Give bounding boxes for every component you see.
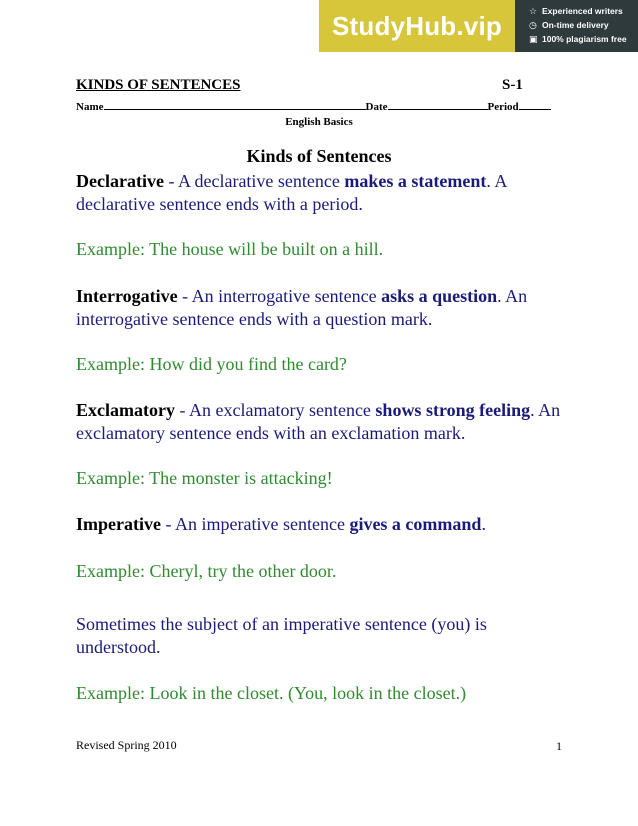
imperative-example: Example: Cheryl, try the other door. — [76, 561, 337, 581]
page-number: 1 — [556, 739, 562, 753]
term-label: Interrogative — [76, 286, 178, 306]
name-date-period-line — [76, 100, 551, 113]
studyhub-banner[interactable] — [319, 0, 638, 52]
date-label: Date — [365, 101, 388, 113]
revision-note: Revised Spring 2010 — [76, 738, 177, 752]
clock-icon: ◷ — [529, 19, 537, 30]
term-label: Declarative — [76, 171, 164, 191]
feature-label: 100% plagiarism free — [542, 34, 627, 44]
interrogative-example: Example: How did you find the card? — [76, 354, 347, 374]
name-label: Name — [76, 101, 104, 113]
date-blank[interactable] — [388, 100, 488, 110]
feature-experienced-writers — [529, 4, 638, 18]
period-label: Period — [487, 101, 519, 113]
imperative-example-2: Example: Look in the closet. (You, look in the closet.) — [76, 683, 467, 703]
key-phrase: makes a statement — [344, 171, 487, 191]
term-label: Exclamatory — [76, 400, 175, 420]
banner-features — [515, 0, 638, 52]
name-blank[interactable] — [104, 100, 366, 110]
key-phrase: shows strong feeling — [375, 400, 531, 420]
declarative-example: Example: The house will be built on a hill. — [76, 239, 384, 259]
key-phrase: asks a question — [381, 286, 498, 306]
exclamatory-example: Example: The monster is attacking! — [76, 468, 333, 488]
imperative-note: Sometimes the subject of an imperative sentence (you) is understood. — [76, 614, 487, 657]
star-icon: ☆ — [529, 5, 538, 16]
feature-label: On-time delivery — [542, 20, 609, 30]
interrogative-definition: Interrogative - An interrogative sentence asks a question. An interrogative sentence ends with a question mark. — [76, 286, 528, 329]
feature-label: Experienced writers — [542, 6, 623, 16]
subject-label: English Basics — [285, 116, 353, 128]
worksheet-code: S-1 — [502, 77, 523, 93]
declarative-definition: Declarative - A declarative sentence makes a statement. A declarative sentence ends with a period. — [76, 171, 507, 214]
imperative-definition: Imperative - An imperative sentence gives a command. — [76, 514, 486, 534]
worksheet-title: KINDS OF SENTENCES — [76, 77, 241, 93]
term-label: Imperative — [76, 514, 161, 534]
exclamatory-definition: Exclamatory - An exclamatory sentence shows strong feeling. An exclamatory sentence ends with an exclamation mark. — [76, 400, 561, 443]
feature-plagiarism-free — [529, 32, 638, 46]
studyhub-logo[interactable]: StudyHub.vip — [319, 0, 515, 52]
page-heading: Kinds of Sentences — [246, 146, 392, 166]
key-phrase: gives a command — [349, 514, 482, 534]
period-blank[interactable] — [519, 100, 551, 110]
document-icon: ▣ — [529, 33, 538, 44]
feature-on-time-delivery — [529, 18, 638, 32]
